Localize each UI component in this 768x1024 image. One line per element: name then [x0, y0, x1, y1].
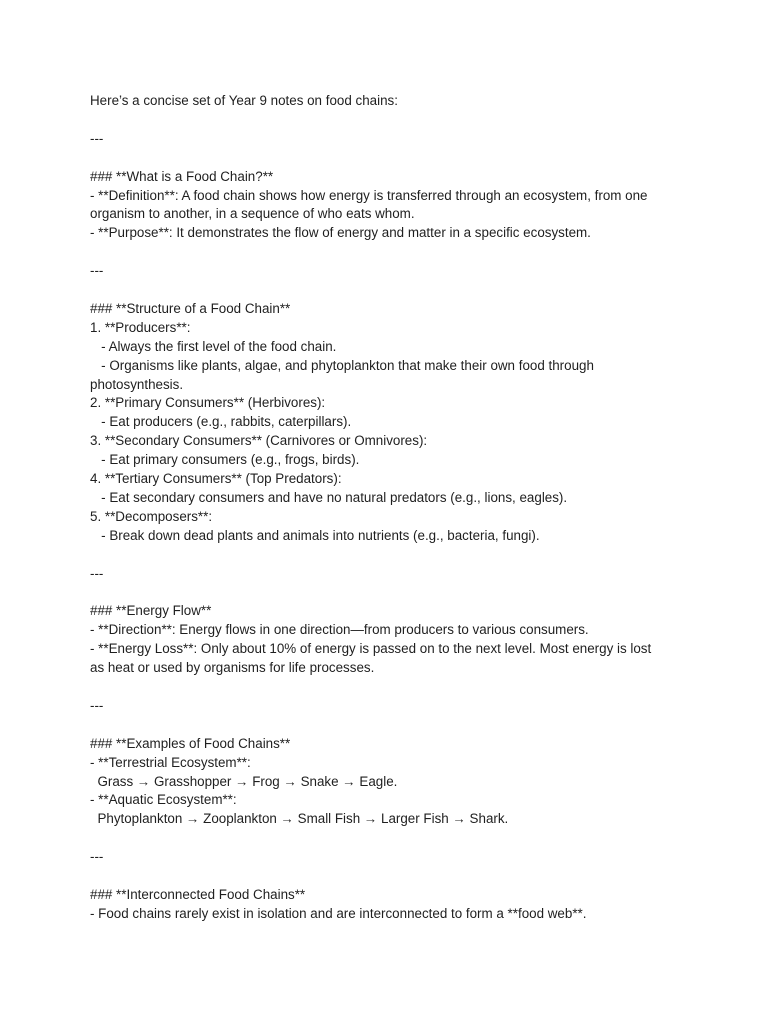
- list-item-primary-consumers: 2. **Primary Consumers** (Herbivores):: [90, 395, 326, 411]
- separator: ---: [90, 263, 104, 279]
- energy-loss-line-2: as heat or used by organisms for life processes.: [90, 660, 375, 676]
- separator: ---: [90, 130, 104, 146]
- direction-line: - **Direction**: Energy flows in one direction—from producers to various consumers.: [90, 622, 589, 638]
- heading-energy-flow: ### **Energy Flow**: [90, 603, 212, 619]
- blank-line: [90, 583, 690, 602]
- sub-item-first-level: - Always the first level of the food chain.: [90, 338, 337, 354]
- blank-line: [90, 829, 690, 848]
- definition-line-1: - **Definition**: A food chain shows how energy is transferred through an ecosystem, from one: [90, 187, 648, 203]
- list-item-producers: 1. **Producers**:: [90, 319, 191, 335]
- separator: ---: [90, 849, 104, 865]
- aquatic-label: - **Aquatic Ecosystem**:: [90, 792, 237, 808]
- list-item-decomposers: 5. **Decomposers**:: [90, 508, 213, 524]
- sub-item-eat-primary: - Eat primary consumers (e.g., frogs, birds).: [90, 452, 360, 468]
- sub-item-break-down: - Break down dead plants and animals into nutrients (e.g., bacteria, fungi).: [90, 527, 540, 543]
- heading-examples: ### **Examples of Food Chains**: [90, 735, 291, 751]
- separator: ---: [90, 697, 104, 713]
- sub-item-eat-secondary: - Eat secondary consumers and have no natural predators (e.g., lions, eagles).: [90, 489, 568, 505]
- document-body: [90, 92, 690, 924]
- blank-line: [90, 243, 690, 262]
- separator: ---: [90, 565, 104, 581]
- blank-line: [90, 281, 690, 300]
- blank-line: [90, 716, 690, 735]
- terrestrial-label: - **Terrestrial Ecosystem**:: [90, 754, 251, 770]
- intro-text: Here’s a concise set of Year 9 notes on food chains:: [90, 93, 398, 108]
- sub-item-organisms-cont: photosynthesis.: [90, 376, 184, 392]
- blank-line: [90, 111, 690, 130]
- food-web-line: - Food chains rarely exist in isolation and are interconnected to form a **food web**.: [90, 905, 587, 921]
- purpose-line: - **Purpose**: It demonstrates the flow of energy and matter in a specific ecosystem.: [90, 225, 591, 241]
- sub-item-eat-producers: - Eat producers (e.g., rabbits, caterpillars).: [90, 414, 352, 430]
- blank-line: [90, 546, 690, 565]
- sub-item-organisms: - Organisms like plants, algae, and phytoplankton that make their own food through: [90, 357, 594, 373]
- blank-line: [90, 149, 690, 168]
- list-item-tertiary-consumers: 4. **Tertiary Consumers** (Top Predators):: [90, 471, 342, 487]
- list-item-secondary-consumers: 3. **Secondary Consumers** (Carnivores or Omnivores):: [90, 433, 428, 449]
- definition-line-2: organism to another, in a sequence of who eats whom.: [90, 206, 415, 222]
- energy-loss-line-1: - **Energy Loss**: Only about 10% of energy is passed on to the next level. Most energy is lost: [90, 641, 652, 657]
- blank-line: [90, 867, 690, 886]
- heading-what-is-food-chain: ### **What is a Food Chain?**: [90, 168, 274, 184]
- heading-structure: ### **Structure of a Food Chain**: [90, 300, 291, 316]
- aquatic-chain: Phytoplankton → Zooplankton → Small Fish → Larger Fish → Shark.: [90, 811, 509, 827]
- heading-interconnected: ### **Interconnected Food Chains**: [90, 886, 306, 902]
- blank-line: [90, 678, 690, 697]
- terrestrial-chain: Grass → Grasshopper → Frog → Snake → Eagle.: [90, 773, 398, 789]
